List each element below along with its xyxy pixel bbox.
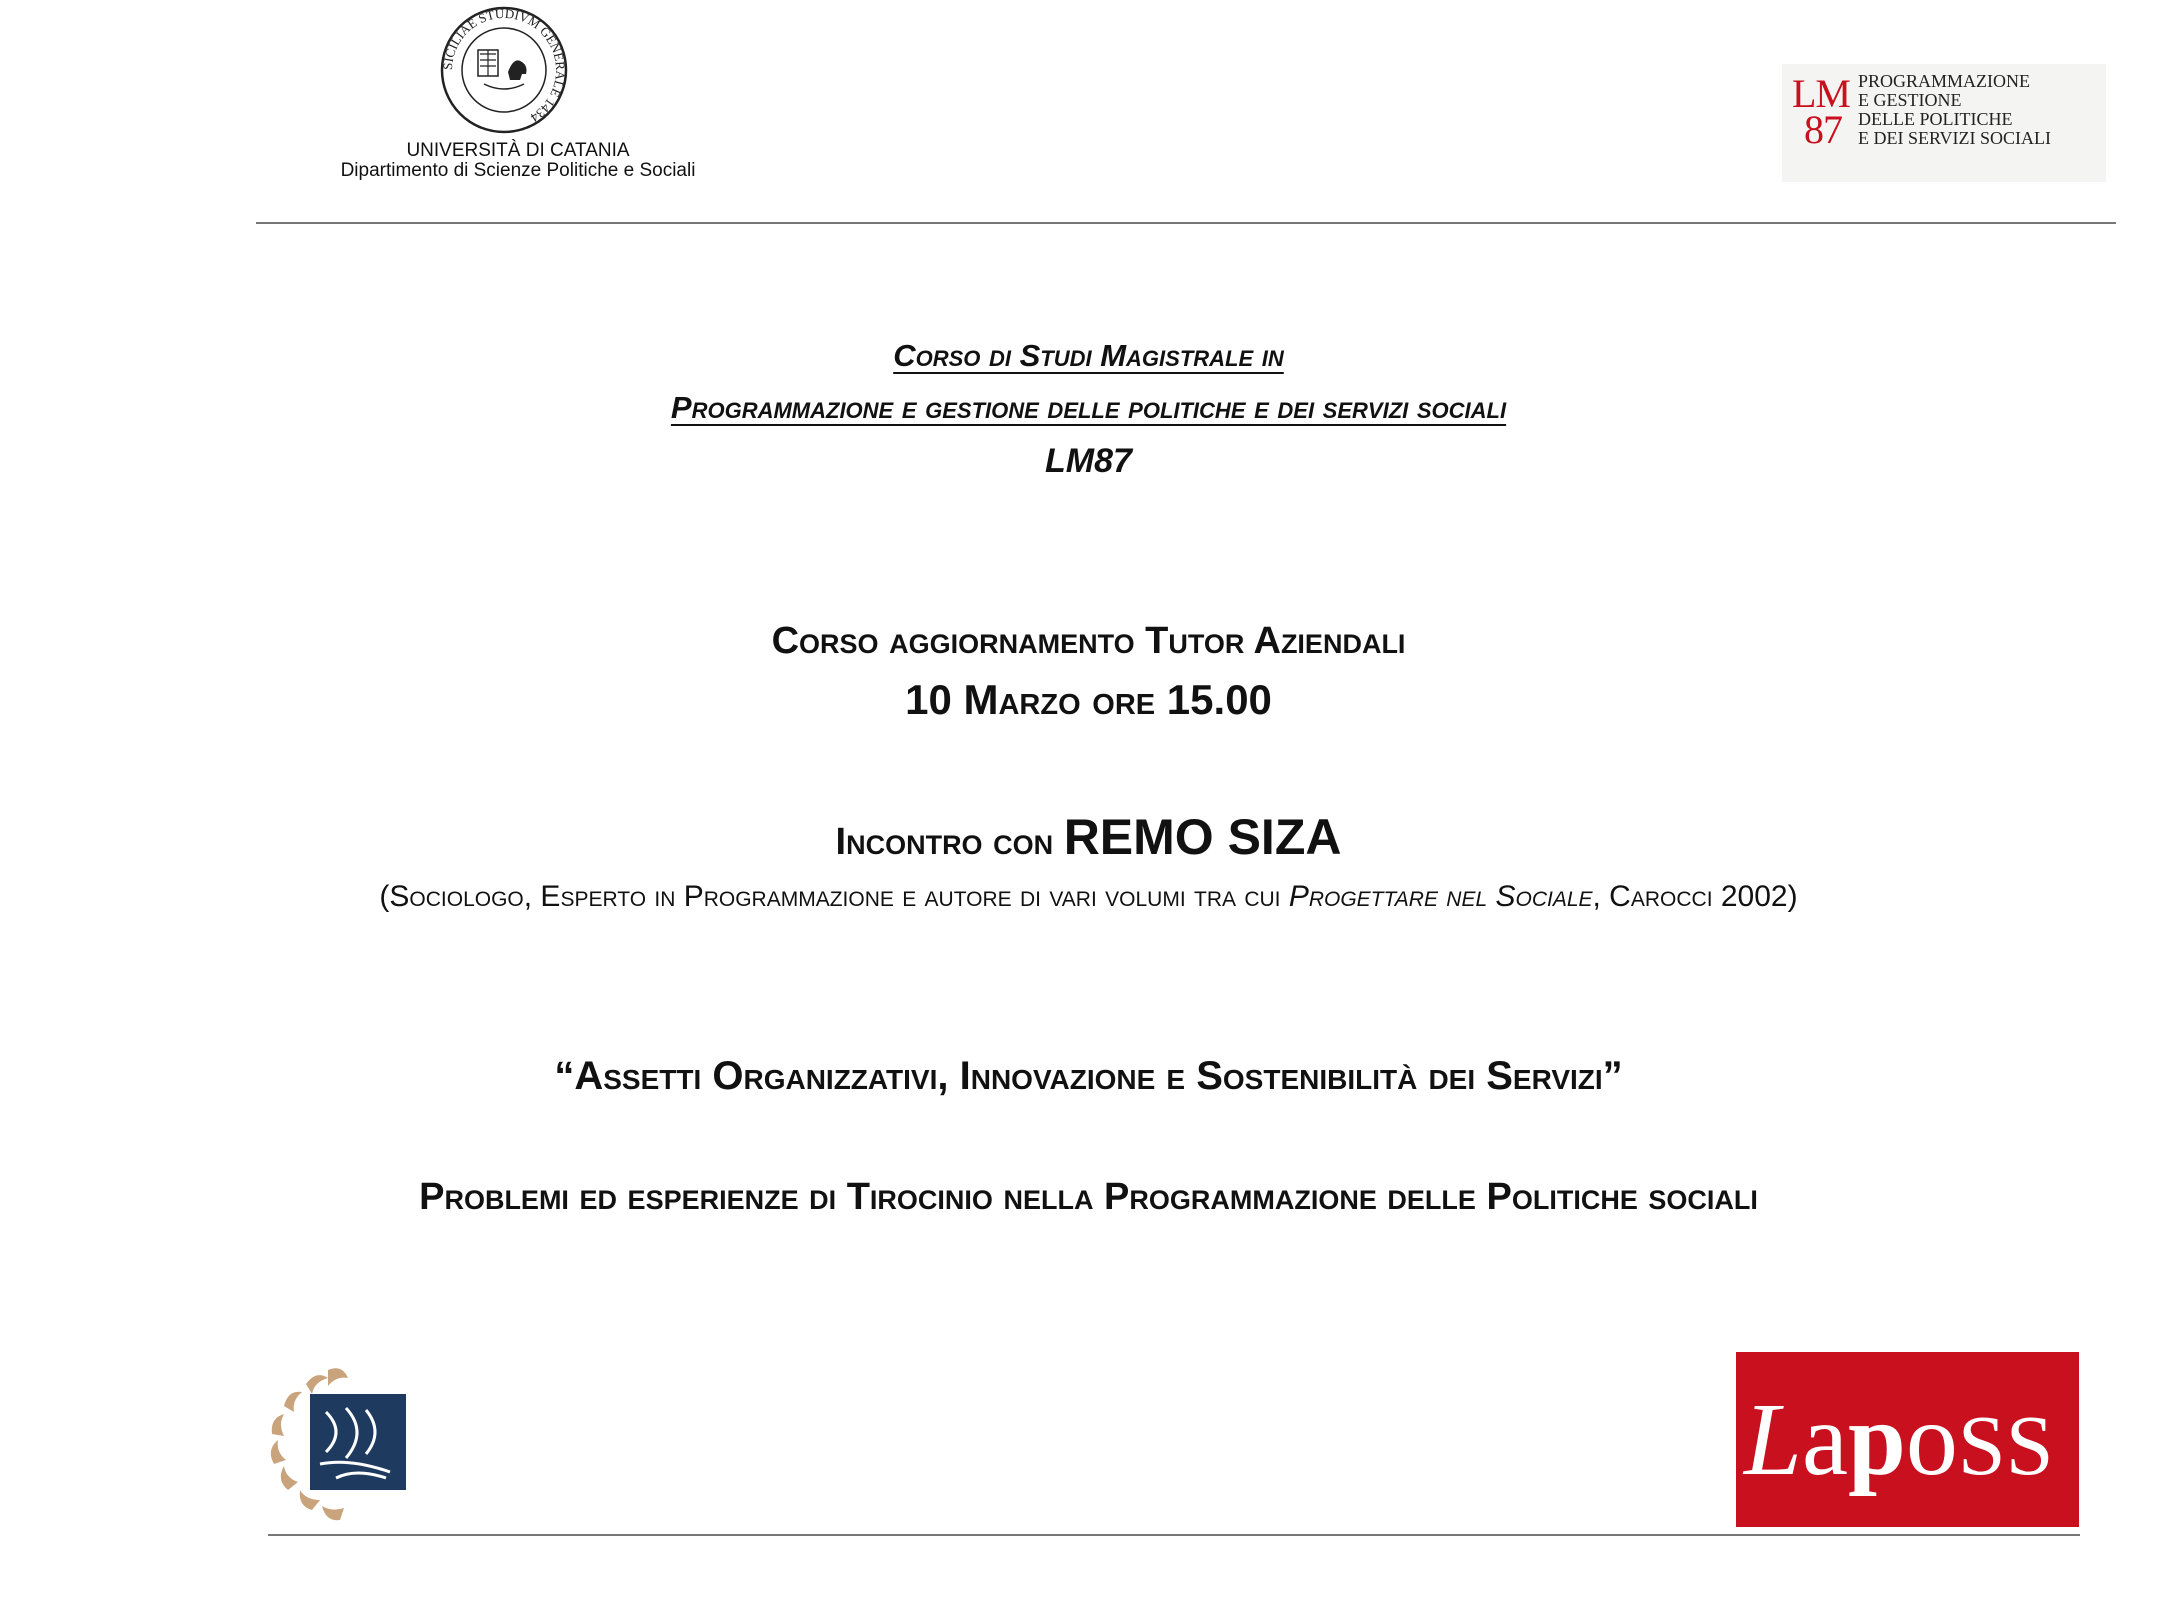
speaker-desc-after: , Carocci 2002) xyxy=(1592,880,1798,913)
university-name: UNIVERSITÀ DI CATANIA xyxy=(406,140,630,161)
university-seal-icon xyxy=(438,4,570,136)
speaker-book-title: Progettare nel Sociale xyxy=(1288,880,1593,913)
laposs-letter-p: p xyxy=(1848,1382,1906,1497)
lm87-logo xyxy=(1782,64,2106,182)
speaker-name: REMO SIZA xyxy=(1063,809,1342,865)
lm87-logo-code-bottom: 87 xyxy=(1804,107,1842,152)
event-title: Corso aggiornamento Tutor Aziendali xyxy=(771,620,1406,662)
speaker-desc-before: (Sociologo, Esperto in Programmazione e autore di vari volumi tra cui xyxy=(379,880,1289,913)
talk-subtitle: Problemi ed esperienze di Tirocinio nella Programmazione delle Politiche sociali xyxy=(419,1176,1758,1218)
event-date: 10 Marzo ore 15.00 xyxy=(905,676,1272,723)
meeting-line xyxy=(0,808,2177,866)
footer-divider xyxy=(268,1534,2080,1536)
talk-title: “Assetti Organizzativi, Innovazione e Sostenibilità dei Servizi” xyxy=(554,1054,1623,1098)
course-label xyxy=(0,338,2177,374)
meeting-prefix: Incontro con xyxy=(835,821,1054,863)
lm87-logo-line: PROGRAMMAZIONE xyxy=(1858,71,2031,91)
sunburst-logo-icon xyxy=(266,1364,416,1524)
laposs-letter-a: a xyxy=(1801,1382,1849,1497)
laposs-logo-text xyxy=(1744,1380,2054,1505)
department-name: Dipartimento di Scienze Politiche e Sociali xyxy=(340,160,696,181)
laposs-letters-ss: SS xyxy=(1957,1397,2054,1493)
course-name xyxy=(0,390,2177,426)
laposs-letter-o: o xyxy=(1905,1382,1958,1497)
laposs-logo xyxy=(1736,1352,2079,1527)
svg-text:SICILIAE STUDIVM GENERALE 1434: SICILIAE STUDIVM GENERALE 1434 xyxy=(439,5,569,126)
lm87-logo-line: E GESTIONE xyxy=(1858,90,1962,110)
lm87-logo-line: E DEI SERVIZI SOCIALI xyxy=(1858,128,2052,148)
lm87-logo-code-top: LM xyxy=(1792,71,1850,116)
course-name-text: Programmazione e gestione delle politiche e dei servizi sociali xyxy=(670,390,1507,425)
lm87-logo-line: DELLE POLITICHE xyxy=(1858,109,2013,129)
course-code: LM87 xyxy=(1045,442,1132,480)
lm87-logo-text xyxy=(1858,72,2051,148)
speaker-description xyxy=(0,880,2177,914)
laposs-letter-l: L xyxy=(1744,1382,1802,1497)
header-divider xyxy=(256,222,2116,224)
course-label-text: Corso di Studi Magistrale in xyxy=(893,338,1284,373)
